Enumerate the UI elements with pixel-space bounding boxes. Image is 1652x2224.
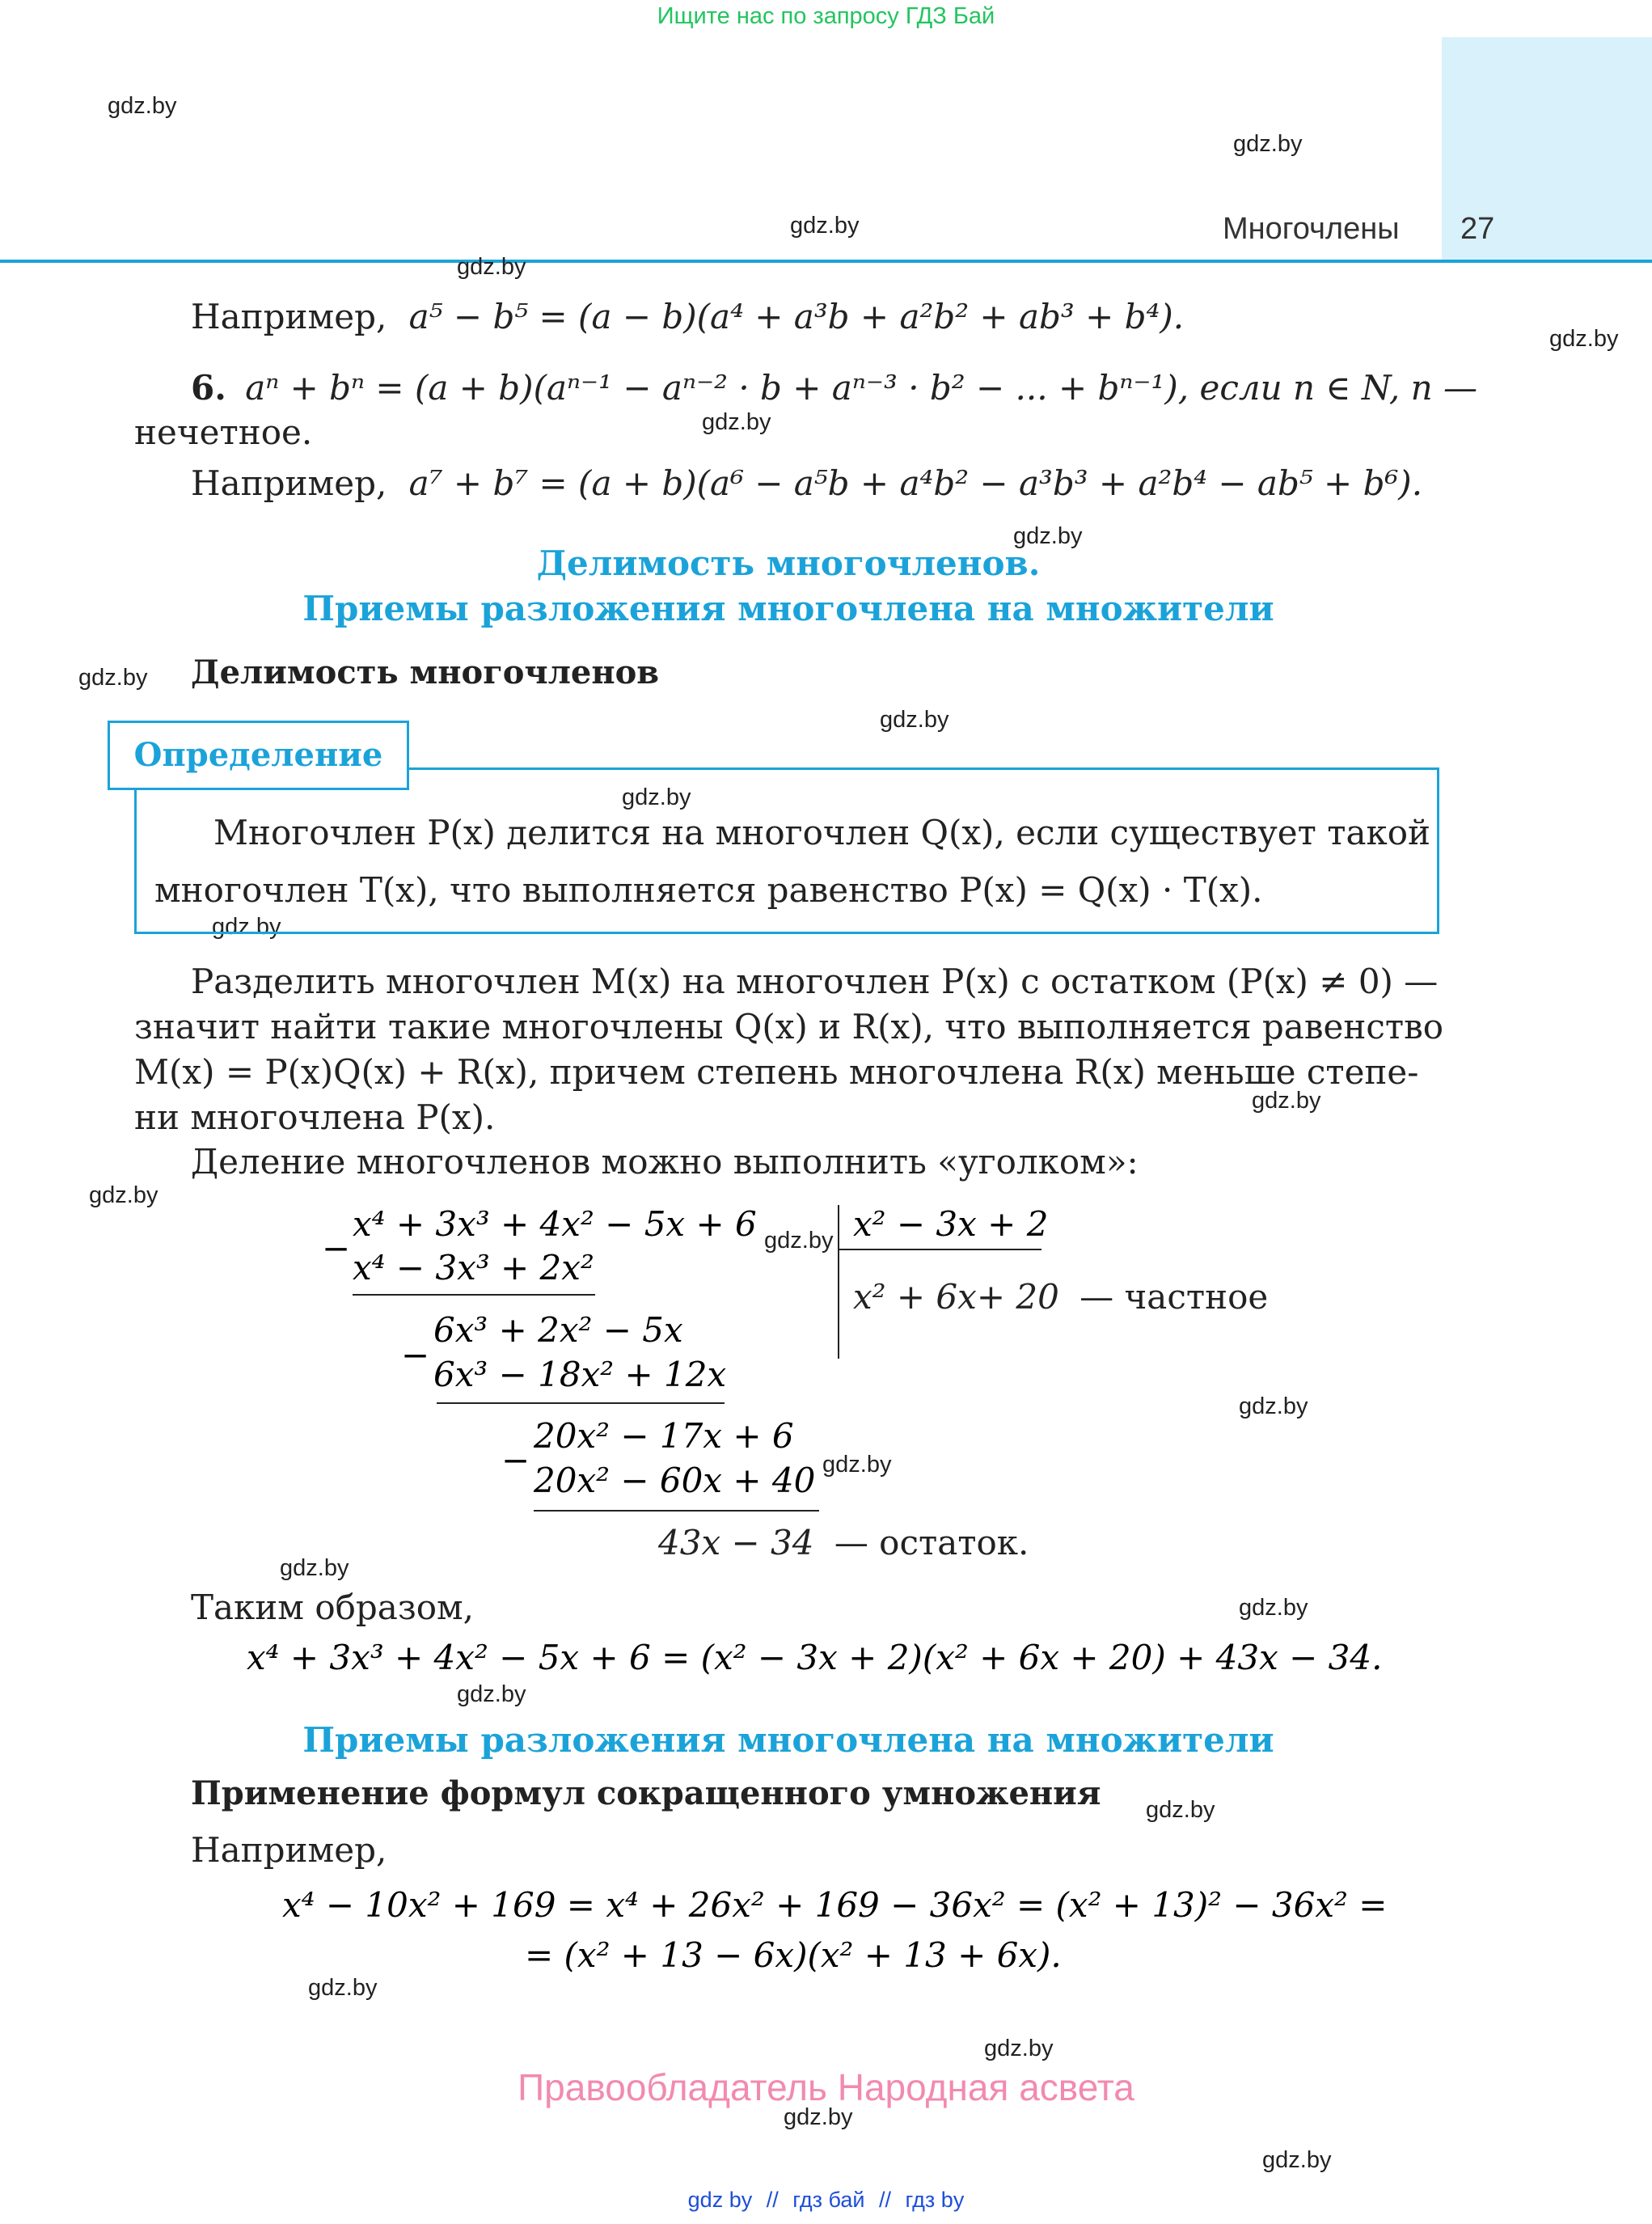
division-quotient-row: [853, 1275, 1268, 1320]
conclusion-formula: x⁴ + 3x³ + 4x² − 5x + 6 = (x² − 3x + 2)(x² + 6x + 20) + 43x − 34.: [247, 1638, 1383, 1677]
paragraph-line3: M(x) = P(x)Q(x) + R(x), причем степень многочлена R(x) меньше степе-: [134, 1052, 1419, 1092]
watermark: gdz.by: [280, 1555, 349, 1581]
watermark: gdz.by: [1549, 326, 1619, 352]
footer-link-gdz-by[interactable]: gdz by: [687, 2188, 753, 2212]
division-subtrahend-1: x⁴ − 3x³ + 2x²: [353, 1248, 594, 1287]
watermark: gdz.by: [984, 2036, 1054, 2061]
watermark: gdz.by: [822, 1452, 892, 1478]
section-heading-line1: Делимость многочленов.: [536, 543, 1041, 583]
division-remainder-2: 20x² − 17x + 6: [534, 1416, 794, 1456]
example-word: Например,: [191, 297, 387, 336]
footer-link-gdz-by-ru[interactable]: гдз by: [905, 2188, 965, 2212]
division-subtrahend-2: 6x³ − 18x² + 12x: [433, 1355, 727, 1394]
definition-tab-label: Определение: [133, 736, 383, 774]
example2-line2: = (x² + 13 − 6x)(x² + 13 + 6x).: [525, 1935, 1062, 1975]
watermark: gdz.by: [622, 784, 691, 810]
division-bracket-horizontal: [838, 1249, 1041, 1250]
watermark: gdz.by: [89, 1182, 158, 1208]
example-word: Например,: [191, 463, 387, 503]
paragraph-line1: Разделить многочлен M(x) на многочлен P(x) с остатком (P(x) ≠ 0) —: [191, 962, 1439, 1001]
top-banner[interactable]: Ищите нас по запросу ГДЗ Бай: [657, 3, 995, 29]
division-bracket-vertical: [838, 1205, 839, 1359]
paragraph-line5: Деление многочленов можно выполнить «уголком»:: [191, 1142, 1139, 1182]
conclusion-intro: Таким образом,: [191, 1588, 475, 1627]
watermark: gdz.by: [1239, 1595, 1308, 1621]
watermark: gdz.by: [1252, 1088, 1321, 1114]
watermark: gdz.by: [1233, 131, 1303, 157]
watermark: gdz.by: [702, 409, 771, 435]
example-line-sum7: [191, 461, 1422, 506]
definition-line1: Многочлен P(x) делится на многочлен Q(x), если существует такой: [213, 813, 1431, 852]
footer-separator: //: [766, 2188, 779, 2212]
watermark: gdz.by: [212, 914, 281, 940]
remainder-label: — остаток.: [834, 1523, 1029, 1562]
watermark: gdz.by: [457, 254, 526, 280]
quotient-label: — частное: [1080, 1277, 1269, 1317]
page-number: 27: [1460, 212, 1495, 246]
watermark: gdz.by: [784, 2104, 853, 2130]
division-minus-1: −: [322, 1228, 351, 1268]
example2-line1: x⁴ − 10x² + 169 = x⁴ + 26x² + 169 − 36x² = (x² + 13)² − 36x² =: [282, 1885, 1388, 1925]
division-line-1: [353, 1294, 595, 1296]
division-remainder: 43x − 34: [658, 1523, 814, 1562]
division-minus-2: −: [401, 1335, 430, 1375]
division-line-2: [437, 1402, 725, 1404]
formula-sum-of-odd-powers: aⁿ + bⁿ = (a + b)(aⁿ⁻¹ − aⁿ⁻² · b + aⁿ⁻³ · b² − ... + bⁿ⁻¹), если n ∈ N, n —: [245, 368, 1478, 408]
subheading-divisibility: Делимость многочленов: [191, 653, 660, 691]
formula-sum-of-seventh-powers: a⁷ + b⁷ = (a + b)(a⁶ − a⁵b + a⁴b² − a³b³ + a²b⁴ − ab⁵ + b⁶).: [408, 463, 1423, 503]
header-rule: [0, 260, 1652, 263]
formula-item-6-continuation: нечетное.: [134, 412, 313, 452]
division-divisor: x² − 3x + 2: [853, 1204, 1049, 1244]
section-heading-factoring: Приемы разложения многочлена на множители: [302, 1720, 1274, 1760]
division-minus-3: −: [501, 1440, 530, 1480]
watermark: gdz.by: [308, 1975, 378, 2001]
watermark: gdz.by: [457, 1681, 526, 1707]
definition-line2: многочлен T(x), что выполняется равенство P(x) = Q(x) · T(x).: [154, 870, 1263, 910]
watermark: gdz.by: [1013, 523, 1083, 549]
formula-item-6: [191, 366, 1477, 411]
division-line-3: [534, 1510, 819, 1512]
watermark: gdz.by: [108, 93, 177, 119]
footer-separator: //: [879, 2188, 892, 2212]
item-number: 6.: [191, 368, 226, 408]
watermark: gdz.by: [1146, 1797, 1215, 1823]
watermark: gdz.by: [764, 1228, 834, 1254]
watermark: gdz.by: [1239, 1393, 1308, 1419]
example-line-diff5: [191, 294, 1184, 340]
division-subtrahend-3: 20x² − 60x + 40: [534, 1461, 816, 1500]
watermark: gdz.by: [790, 213, 860, 239]
footer-link-gdz-bai[interactable]: гдз бай: [792, 2188, 865, 2212]
subheading-formulas: Применение формул сокращенного умножения: [191, 1774, 1101, 1812]
division-final-row: [658, 1520, 1029, 1566]
formula-diff-of-fifth-powers: a⁵ − b⁵ = (a − b)(a⁴ + a³b + a²b² + ab³ + b⁴).: [408, 297, 1185, 336]
example-word-2: Например,: [191, 1830, 387, 1870]
division-remainder-1: 6x³ + 2x² − 5x: [433, 1310, 683, 1350]
watermark: gdz.by: [1262, 2147, 1332, 2173]
section-heading-line2: Приемы разложения многочлена на множители: [302, 589, 1274, 628]
division-dividend: x⁴ + 3x³ + 4x² − 5x + 6: [353, 1204, 757, 1244]
copyright-notice: Правообладатель Народная асвета: [518, 2066, 1134, 2108]
footer-links: [0, 2188, 1652, 2213]
division-quotient: x² + 6x+ 20: [853, 1277, 1059, 1317]
watermark: gdz.by: [880, 707, 949, 733]
paragraph-line4: ни многочлена P(x).: [134, 1097, 496, 1137]
watermark: gdz.by: [78, 665, 148, 691]
header-section-title: Многочлены: [1223, 212, 1400, 246]
paragraph-line2: значит найти такие многочлены Q(x) и R(x), что выполняется равенство: [134, 1007, 1444, 1046]
